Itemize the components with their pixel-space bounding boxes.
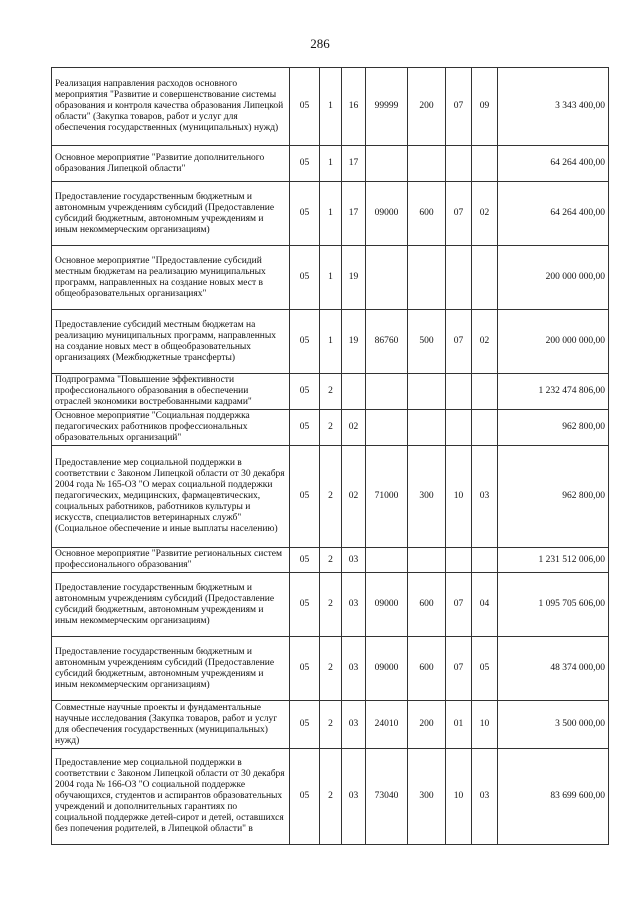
amount-cell: 200 000 000,00 xyxy=(498,310,609,374)
subprogram-code: 2 xyxy=(320,749,342,845)
measure-code: 19 xyxy=(342,246,366,310)
subsection-code: 09 xyxy=(472,68,498,146)
program-code: 05 xyxy=(290,374,320,410)
subsection-code xyxy=(472,548,498,573)
measure-code: 17 xyxy=(342,146,366,182)
amount-cell: 48 374 000,00 xyxy=(498,637,609,701)
subsection-code: 02 xyxy=(472,182,498,246)
direction-code: 99999 xyxy=(366,68,408,146)
amount-cell: 3 500 000,00 xyxy=(498,701,609,749)
direction-code xyxy=(366,374,408,410)
page-number: 286 xyxy=(310,36,330,51)
direction-code: 24010 xyxy=(366,701,408,749)
subsection-code xyxy=(472,374,498,410)
expense-type-code: 300 xyxy=(408,749,446,845)
amount-cell: 200 000 000,00 xyxy=(498,246,609,310)
section-code: 07 xyxy=(446,573,472,637)
section-code xyxy=(446,374,472,410)
section-code: 07 xyxy=(446,68,472,146)
expense-type-code: 600 xyxy=(408,573,446,637)
direction-code: 09000 xyxy=(366,573,408,637)
expense-type-code: 300 xyxy=(408,446,446,548)
expense-type-code: 200 xyxy=(408,701,446,749)
program-code: 05 xyxy=(290,310,320,374)
measure-code: 03 xyxy=(342,637,366,701)
row-name: Предоставление государственным бюджетным и автономным учреждениям субсидий (Предоставление субсидий бюджетным, автономным учреждениям и иным некоммерческим организациям) xyxy=(52,573,290,637)
measure-code: 03 xyxy=(342,573,366,637)
table-row xyxy=(52,410,609,446)
section-code: 07 xyxy=(446,182,472,246)
program-code: 05 xyxy=(290,146,320,182)
measure-code: 03 xyxy=(342,701,366,749)
direction-code: 86760 xyxy=(366,310,408,374)
direction-code xyxy=(366,246,408,310)
program-code: 05 xyxy=(290,701,320,749)
table-row xyxy=(52,374,609,410)
expense-type-code: 200 xyxy=(408,68,446,146)
subsection-code xyxy=(472,246,498,310)
table-row xyxy=(52,701,609,749)
row-name: Предоставление мер социальной поддержки в соответствии с Законом Липецкой области от 30 декабря 2004 года № 166-ОЗ "О социальной поддержке обучающихся, студентов и аспирантов образовательных учреждений и дополнительных гарантиях по социальной поддержке детей-сирот и детей, оставшихся без попечения родителей, в Липецкой области" в xyxy=(52,749,290,845)
row-name: Подпрограмма "Повышение эффективности профессионального образования в обеспечении отраслей экономики востребованными кадрами" xyxy=(52,374,290,410)
row-name: Предоставление государственным бюджетным и автономным учреждениям субсидий (Предоставление субсидий бюджетным, автономным учреждениям и иным некоммерческим организациям) xyxy=(52,182,290,246)
section-code xyxy=(446,410,472,446)
subprogram-code: 1 xyxy=(320,146,342,182)
row-name: Реализация направления расходов основного мероприятия "Развитие и совершенствование системы образования и контроля качества образования Липецкой области" (Закупка товаров, работ и услуг для обеспечения государственных (муниципальных) нужд) xyxy=(52,68,290,146)
table-row xyxy=(52,68,609,146)
measure-code: 02 xyxy=(342,410,366,446)
measure-code: 03 xyxy=(342,548,366,573)
subsection-code: 04 xyxy=(472,573,498,637)
row-name: Основное мероприятие "Социальная поддержка педагогических работников профессиональных образовательных организаций" xyxy=(52,410,290,446)
table-row xyxy=(52,310,609,374)
expense-type-code xyxy=(408,410,446,446)
subprogram-code: 2 xyxy=(320,573,342,637)
program-code: 05 xyxy=(290,548,320,573)
section-code: 07 xyxy=(446,310,472,374)
direction-code xyxy=(366,146,408,182)
subsection-code xyxy=(472,146,498,182)
measure-code xyxy=(342,374,366,410)
program-code: 05 xyxy=(290,573,320,637)
measure-code: 02 xyxy=(342,446,366,548)
program-code: 05 xyxy=(290,68,320,146)
direction-code: 73040 xyxy=(366,749,408,845)
table-row xyxy=(52,637,609,701)
subsection-code xyxy=(472,410,498,446)
table-row xyxy=(52,749,609,845)
program-code: 05 xyxy=(290,637,320,701)
subprogram-code: 1 xyxy=(320,246,342,310)
program-code: 05 xyxy=(290,410,320,446)
measure-code: 16 xyxy=(342,68,366,146)
amount-cell: 1 231 512 006,00 xyxy=(498,548,609,573)
measure-code: 17 xyxy=(342,182,366,246)
direction-code xyxy=(366,410,408,446)
subsection-code: 03 xyxy=(472,749,498,845)
expense-type-code xyxy=(408,246,446,310)
program-code: 05 xyxy=(290,182,320,246)
measure-code: 03 xyxy=(342,749,366,845)
table-row xyxy=(52,548,609,573)
row-name: Основное мероприятие "Развитие дополнительного образования Липецкой области" xyxy=(52,146,290,182)
subsection-code: 02 xyxy=(472,310,498,374)
subprogram-code: 2 xyxy=(320,637,342,701)
amount-cell: 64 264 400,00 xyxy=(498,146,609,182)
direction-code: 71000 xyxy=(366,446,408,548)
row-name: Совместные научные проекты и фундаментальные научные исследования (Закупка товаров, работ и услуг для обеспечения государственных (муниципальных) нужд) xyxy=(52,701,290,749)
amount-cell: 83 699 600,00 xyxy=(498,749,609,845)
expense-type-code xyxy=(408,548,446,573)
subsection-code: 05 xyxy=(472,637,498,701)
section-code: 07 xyxy=(446,637,472,701)
amount-cell: 3 343 400,00 xyxy=(498,68,609,146)
direction-code xyxy=(366,548,408,573)
direction-code: 09000 xyxy=(366,182,408,246)
section-code xyxy=(446,548,472,573)
table-row xyxy=(52,573,609,637)
measure-code: 19 xyxy=(342,310,366,374)
subprogram-code: 1 xyxy=(320,310,342,374)
program-code: 05 xyxy=(290,749,320,845)
section-code xyxy=(446,146,472,182)
amount-cell: 962 800,00 xyxy=(498,446,609,548)
table-row xyxy=(52,182,609,246)
section-code: 10 xyxy=(446,749,472,845)
subsection-code: 03 xyxy=(472,446,498,548)
section-code: 01 xyxy=(446,701,472,749)
program-code: 05 xyxy=(290,446,320,548)
expense-type-code: 500 xyxy=(408,310,446,374)
row-name: Предоставление государственным бюджетным и автономным учреждениям субсидий (Предоставление субсидий бюджетным, автономным учреждениям и иным некоммерческим организациям) xyxy=(52,637,290,701)
row-name: Предоставление мер социальной поддержки в соответствии с Законом Липецкой области от 30 декабря 2004 года № 165-ОЗ "О мерах социальной поддержки педагогических, медицинских, фармацевтических, социальных работников, работников культуры и искусств, специалистов ветеринарных служб" (Социальное обеспечение и иные выплаты населению) xyxy=(52,446,290,548)
table-row xyxy=(52,246,609,310)
subprogram-code: 2 xyxy=(320,701,342,749)
row-name: Основное мероприятие "Предоставление субсидий местным бюджетам на реализацию муниципальных программ, направленных на создание новых мест в общеобразовательных организациях" xyxy=(52,246,290,310)
row-name: Основное мероприятие "Развитие региональных систем профессионального образования" xyxy=(52,548,290,573)
amount-cell: 1 095 705 606,00 xyxy=(498,573,609,637)
direction-code: 09000 xyxy=(366,637,408,701)
row-name: Предоставление субсидий местным бюджетам на реализацию муниципальных программ, направленных на создание новых мест в общеобразовательных организациях (Межбюджетные трансферты) xyxy=(52,310,290,374)
program-code: 05 xyxy=(290,246,320,310)
table-row xyxy=(52,146,609,182)
subprogram-code: 2 xyxy=(320,548,342,573)
subprogram-code: 2 xyxy=(320,446,342,548)
amount-cell: 962 800,00 xyxy=(498,410,609,446)
section-code: 10 xyxy=(446,446,472,548)
subprogram-code: 2 xyxy=(320,410,342,446)
amount-cell: 64 264 400,00 xyxy=(498,182,609,246)
subprogram-code: 2 xyxy=(320,374,342,410)
table-row xyxy=(52,446,609,548)
expense-type-code: 600 xyxy=(408,637,446,701)
expense-type-code: 600 xyxy=(408,182,446,246)
section-code xyxy=(446,246,472,310)
expense-type-code xyxy=(408,374,446,410)
subsection-code: 10 xyxy=(472,701,498,749)
amount-cell: 1 232 474 806,00 xyxy=(498,374,609,410)
subprogram-code: 1 xyxy=(320,68,342,146)
expense-type-code xyxy=(408,146,446,182)
subprogram-code: 1 xyxy=(320,182,342,246)
budget-table xyxy=(51,67,609,845)
